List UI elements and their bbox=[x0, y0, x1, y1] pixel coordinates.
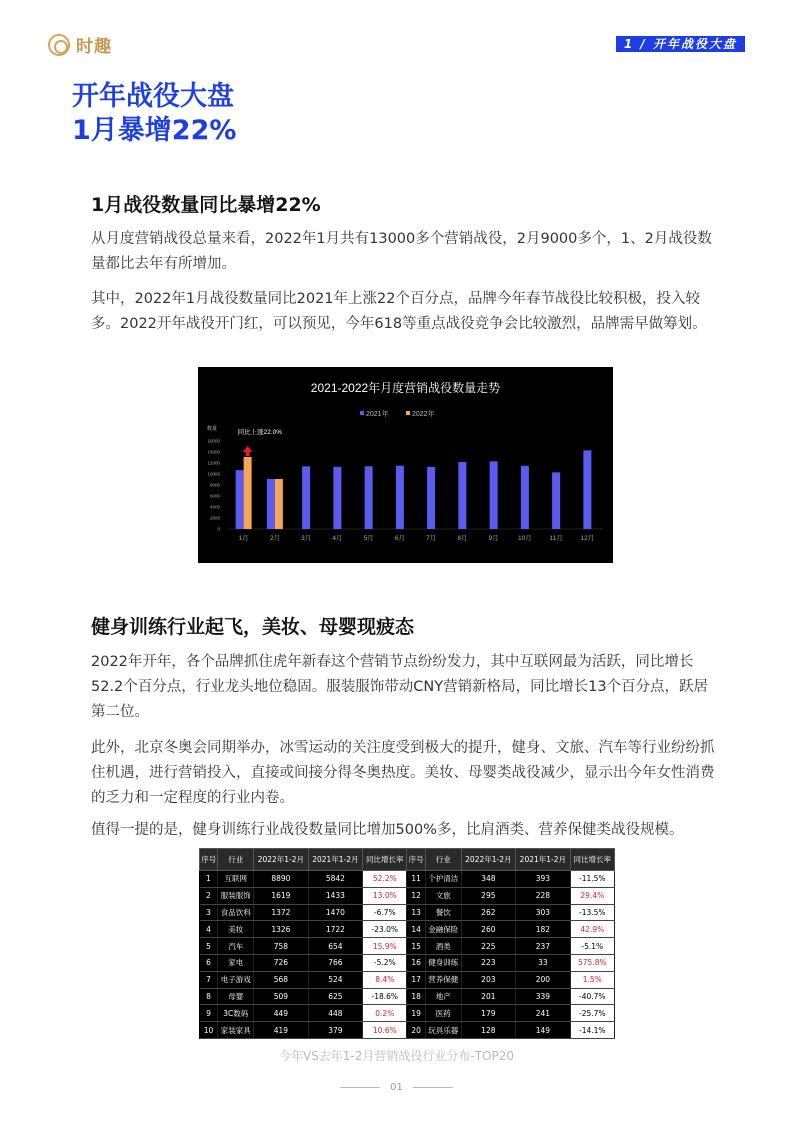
x-tick-label: 9月 bbox=[488, 535, 499, 542]
section1-paragraph-2: 其中，2022年1月战役数量同比2021年上涨22个百分点，品牌今年春节战役比较积极，投入较多。2022开年战役开门红，可以预见，今年618等重点战役竞争会比较激烈，品牌需早做筹划。 bbox=[91, 291, 707, 332]
table-header-cell: 同比增长率 bbox=[570, 849, 614, 871]
table-cell: 家装家具 bbox=[218, 1022, 254, 1039]
table-cell: 汽车 bbox=[218, 938, 254, 955]
table-cell: 地产 bbox=[425, 988, 461, 1005]
table-cell: 203 bbox=[461, 971, 516, 988]
table-cell: 4 bbox=[200, 921, 218, 938]
legend-label-1: 2022年 bbox=[412, 411, 435, 418]
logo bbox=[48, 32, 112, 57]
bar-2021年-3月 bbox=[302, 466, 310, 529]
bar-2021年-9月 bbox=[490, 461, 498, 529]
table-cell: -5.2% bbox=[363, 954, 407, 971]
table-cell: 379 bbox=[308, 1022, 363, 1039]
chart-annotation-text: 同比上涨22.0% bbox=[237, 429, 283, 436]
table-row bbox=[200, 954, 615, 971]
table-header-cell: 序号 bbox=[200, 849, 218, 871]
table-cell: 348 bbox=[461, 871, 516, 888]
table-cell: 美妆 bbox=[218, 921, 254, 938]
table-cell: 419 bbox=[254, 1022, 309, 1039]
table-cell: -13.5% bbox=[570, 904, 614, 921]
bar-2021年-8月 bbox=[458, 462, 466, 529]
header-section-tag: 1 / 开年战役大盘 bbox=[616, 36, 745, 52]
table-row bbox=[200, 988, 615, 1005]
chart-y-ticks bbox=[207, 439, 220, 532]
section1-paragraph-1: 从月度营销战役总量来看，2022年1月共有13000多个营销战役，2月9000多个，1、2月战役数量都比去年有所增加。 bbox=[91, 231, 712, 272]
table-cell: 509 bbox=[254, 988, 309, 1005]
chart-legend bbox=[360, 409, 435, 418]
table-cell: 8.4% bbox=[363, 971, 407, 988]
table-cell: 服装服饰 bbox=[218, 887, 254, 904]
chart-annotation-arrow-icon bbox=[243, 446, 253, 452]
table-header-row bbox=[200, 849, 615, 871]
table-row bbox=[200, 1022, 615, 1039]
y-tick-label: 8000 bbox=[209, 482, 220, 488]
table-header-cell: 2022年1-2月 bbox=[461, 849, 516, 871]
monthly-campaign-bar-chart bbox=[198, 367, 613, 563]
table-cell: 339 bbox=[516, 988, 571, 1005]
table-cell: 14 bbox=[407, 921, 425, 938]
table-cell: 7 bbox=[200, 971, 218, 988]
table-header-cell: 行业 bbox=[218, 849, 254, 871]
table-cell: 758 bbox=[254, 938, 309, 955]
industry-top20-table bbox=[199, 848, 615, 1039]
chart-bars bbox=[228, 450, 603, 529]
table-row bbox=[200, 904, 615, 921]
table-cell: 11 bbox=[407, 871, 425, 888]
table-cell: 449 bbox=[254, 1005, 309, 1022]
table-cell: 餐饮 bbox=[425, 904, 461, 921]
x-tick-label: 3月 bbox=[301, 535, 312, 542]
x-tick-label: 8月 bbox=[457, 535, 468, 542]
bar-2021年-6月 bbox=[396, 466, 404, 529]
table-cell: 10.6% bbox=[363, 1022, 407, 1039]
chart-y-axis-label: 数量 bbox=[207, 426, 218, 432]
table-cell: -6.7% bbox=[363, 904, 407, 921]
table-cell: 200 bbox=[516, 971, 571, 988]
table-header-cell: 序号 bbox=[407, 849, 425, 871]
table-cell: -18.6% bbox=[363, 988, 407, 1005]
table-row bbox=[200, 971, 615, 988]
bar-2021年-10月 bbox=[521, 466, 529, 529]
page-footer bbox=[0, 1082, 793, 1093]
table-row bbox=[200, 887, 615, 904]
table-cell: 16 bbox=[407, 954, 425, 971]
legend-swatch-1 bbox=[406, 411, 410, 415]
page-number: 01 bbox=[390, 1082, 403, 1093]
table-header-cell: 2022年1-2月 bbox=[254, 849, 309, 871]
table-cell: 医药 bbox=[425, 1005, 461, 1022]
table-header-cell: 2021年1-2月 bbox=[516, 849, 571, 871]
legend-label-0: 2021年 bbox=[366, 411, 389, 418]
table-cell: 3C数码 bbox=[218, 1005, 254, 1022]
x-tick-label: 2月 bbox=[269, 535, 280, 542]
table-cell: 家电 bbox=[218, 954, 254, 971]
x-tick-label: 1月 bbox=[238, 535, 249, 542]
table-cell: 33 bbox=[516, 954, 571, 971]
x-tick-label: 6月 bbox=[394, 535, 405, 542]
chart-annotation-arrow-stem bbox=[246, 452, 250, 456]
table-cell: -14.1% bbox=[570, 1022, 614, 1039]
table-header-cell: 行业 bbox=[425, 849, 461, 871]
table-cell: 金融保险 bbox=[425, 921, 461, 938]
table-cell: 0.2% bbox=[363, 1005, 407, 1022]
table-cell: 1433 bbox=[308, 887, 363, 904]
table-cell: 1722 bbox=[308, 921, 363, 938]
table-cell: 17 bbox=[407, 971, 425, 988]
table-cell: 42.9% bbox=[570, 921, 614, 938]
y-tick-label: 2000 bbox=[209, 515, 220, 521]
table-cell: 5842 bbox=[308, 871, 363, 888]
table-cell: 电子游戏 bbox=[218, 971, 254, 988]
bar-2022年-2月 bbox=[275, 479, 283, 529]
table-cell: 654 bbox=[308, 938, 363, 955]
table-row bbox=[200, 921, 615, 938]
table-cell: 个护清洁 bbox=[425, 871, 461, 888]
table-cell: 互联网 bbox=[218, 871, 254, 888]
table-cell: 241 bbox=[516, 1005, 571, 1022]
x-tick-label: 12月 bbox=[580, 535, 595, 542]
y-tick-label: 0 bbox=[217, 526, 220, 532]
table-cell: 19 bbox=[407, 1005, 425, 1022]
bar-2021年-1月 bbox=[236, 470, 244, 529]
x-tick-label: 5月 bbox=[363, 535, 374, 542]
chart-canvas bbox=[198, 367, 613, 563]
y-tick-label: 14000 bbox=[207, 449, 220, 455]
table-header-cell: 同比增长率 bbox=[363, 849, 407, 871]
x-tick-label: 11月 bbox=[549, 535, 563, 542]
table-cell: 8890 bbox=[254, 871, 309, 888]
x-tick-label: 7月 bbox=[426, 535, 437, 542]
table-cell: 食品饮料 bbox=[218, 904, 254, 921]
logo-mark-icon bbox=[48, 34, 70, 56]
table-cell: 262 bbox=[461, 904, 516, 921]
table-cell: 12 bbox=[407, 887, 425, 904]
x-tick-label: 4月 bbox=[332, 535, 343, 542]
table-cell: 5 bbox=[200, 938, 218, 955]
table-cell: 128 bbox=[461, 1022, 516, 1039]
table-cell: -5.1% bbox=[570, 938, 614, 955]
section1-heading: 1月战役数量同比暴增22% bbox=[91, 194, 321, 216]
table-cell: -25.7% bbox=[570, 1005, 614, 1022]
table-cell: 182 bbox=[516, 921, 571, 938]
table-cell: 726 bbox=[254, 954, 309, 971]
table-cell: 13 bbox=[407, 904, 425, 921]
bar-2022年-1月 bbox=[244, 457, 252, 529]
table-cell: 1 bbox=[200, 871, 218, 888]
table-cell: 1326 bbox=[254, 921, 309, 938]
table-caption: 今年VS去年1-2月营销战役行业分布-TOP20 bbox=[278, 1049, 515, 1063]
table-cell: 303 bbox=[516, 904, 571, 921]
logo-text: 时趣 bbox=[76, 37, 112, 57]
table-cell: 15.9% bbox=[363, 938, 407, 955]
table-cell: 524 bbox=[308, 971, 363, 988]
table-row bbox=[200, 938, 615, 955]
table-cell: 179 bbox=[461, 1005, 516, 1022]
table-cell: 228 bbox=[516, 887, 571, 904]
table-cell: 766 bbox=[308, 954, 363, 971]
table-cell: 营养保健 bbox=[425, 971, 461, 988]
bar-2021年-12月 bbox=[583, 450, 591, 529]
bar-2021年-4月 bbox=[333, 467, 341, 529]
bar-2021年-5月 bbox=[365, 466, 373, 529]
table-cell: 玩具乐器 bbox=[425, 1022, 461, 1039]
section2-paragraph-1: 2022年开年，各个品牌抓住虎年新春这个营销节点纷纷发力，其中互联网最为活跃，同比增长52.2个百分点，行业龙头地位稳固。服装服饰带动CNY营销新格局，同比增长13个百分点，跃居第二位。 bbox=[91, 654, 709, 720]
table-cell: 酒类 bbox=[425, 938, 461, 955]
table-cell: 225 bbox=[461, 938, 516, 955]
y-tick-label: 12000 bbox=[207, 460, 220, 466]
table-cell: 575.8% bbox=[570, 954, 614, 971]
table-cell: 6 bbox=[200, 954, 218, 971]
chart-title: 2021-2022年月度营销战役数量走势 bbox=[310, 381, 501, 395]
table-cell: 1619 bbox=[254, 887, 309, 904]
legend-swatch-0 bbox=[360, 411, 364, 415]
bar-2021年-11月 bbox=[552, 472, 560, 529]
footer-divider-left bbox=[340, 1087, 380, 1088]
table-cell: 9 bbox=[200, 1005, 218, 1022]
table-cell: 625 bbox=[308, 988, 363, 1005]
chart-x-ticks bbox=[239, 534, 595, 542]
table-cell: 260 bbox=[461, 921, 516, 938]
table-cell: 29.4% bbox=[570, 887, 614, 904]
table-cell: -40.7% bbox=[570, 988, 614, 1005]
x-tick-label: 10月 bbox=[518, 535, 532, 542]
y-tick-label: 4000 bbox=[209, 504, 220, 510]
section2-paragraph-2: 此外，北京冬奥会同期举办，冰雪运动的关注度受到极大的提升，健身、文旅、汽车等行业纷纷抓住机遇，进行营销投入，直接或间接分得冬奥热度。美妆、母婴类战役减少，显示出今年女性消费的乏力和一定程度的行业内卷。 bbox=[91, 740, 715, 806]
table-cell: 3 bbox=[200, 904, 218, 921]
y-tick-label: 16000 bbox=[207, 438, 220, 444]
page-title-line2: 1月暴增22% bbox=[72, 115, 237, 146]
table-cell: 393 bbox=[516, 871, 571, 888]
table-cell: 15 bbox=[407, 938, 425, 955]
table-cell: 201 bbox=[461, 988, 516, 1005]
table-cell: 568 bbox=[254, 971, 309, 988]
table-cell: 1.5% bbox=[570, 971, 614, 988]
table-cell: 52.2% bbox=[363, 871, 407, 888]
table-body bbox=[200, 871, 615, 1039]
bar-2021年-2月 bbox=[267, 479, 275, 529]
section2-paragraph-3: 值得一提的是，健身训练行业战役数量同比增加500%多，比肩酒类、营养保健类战役规模。 bbox=[91, 822, 684, 838]
table-row bbox=[200, 1005, 615, 1022]
table-cell: 149 bbox=[516, 1022, 571, 1039]
table-cell: -23.0% bbox=[363, 921, 407, 938]
table-cell: 2 bbox=[200, 887, 218, 904]
table-cell: 223 bbox=[461, 954, 516, 971]
table-cell: 1372 bbox=[254, 904, 309, 921]
bar-2021年-7月 bbox=[427, 467, 435, 529]
table-cell: 健身训练 bbox=[425, 954, 461, 971]
page-title-line1: 开年战役大盘 bbox=[72, 81, 234, 112]
table-cell: 文旅 bbox=[425, 887, 461, 904]
table-header-cell: 2021年1-2月 bbox=[308, 849, 363, 871]
table-cell: 10 bbox=[200, 1022, 218, 1039]
page-title bbox=[72, 80, 236, 148]
table-cell: 13.0% bbox=[363, 887, 407, 904]
y-tick-label: 6000 bbox=[209, 493, 220, 499]
table-cell: 18 bbox=[407, 988, 425, 1005]
table-cell: 8 bbox=[200, 988, 218, 1005]
chart-annotation-group bbox=[238, 427, 283, 456]
y-tick-label: 10000 bbox=[207, 471, 220, 477]
table-cell: 448 bbox=[308, 1005, 363, 1022]
table-cell: 母婴 bbox=[218, 988, 254, 1005]
table-cell: 1470 bbox=[308, 904, 363, 921]
table-cell: 237 bbox=[516, 938, 571, 955]
table-cell: 20 bbox=[407, 1022, 425, 1039]
table-cell: -11.5% bbox=[570, 871, 614, 888]
section2-heading: 健身训练行业起飞，美妆、母婴现疲态 bbox=[91, 616, 415, 638]
table-row bbox=[200, 871, 615, 888]
table-cell: 295 bbox=[461, 887, 516, 904]
footer-divider-right bbox=[413, 1087, 453, 1088]
